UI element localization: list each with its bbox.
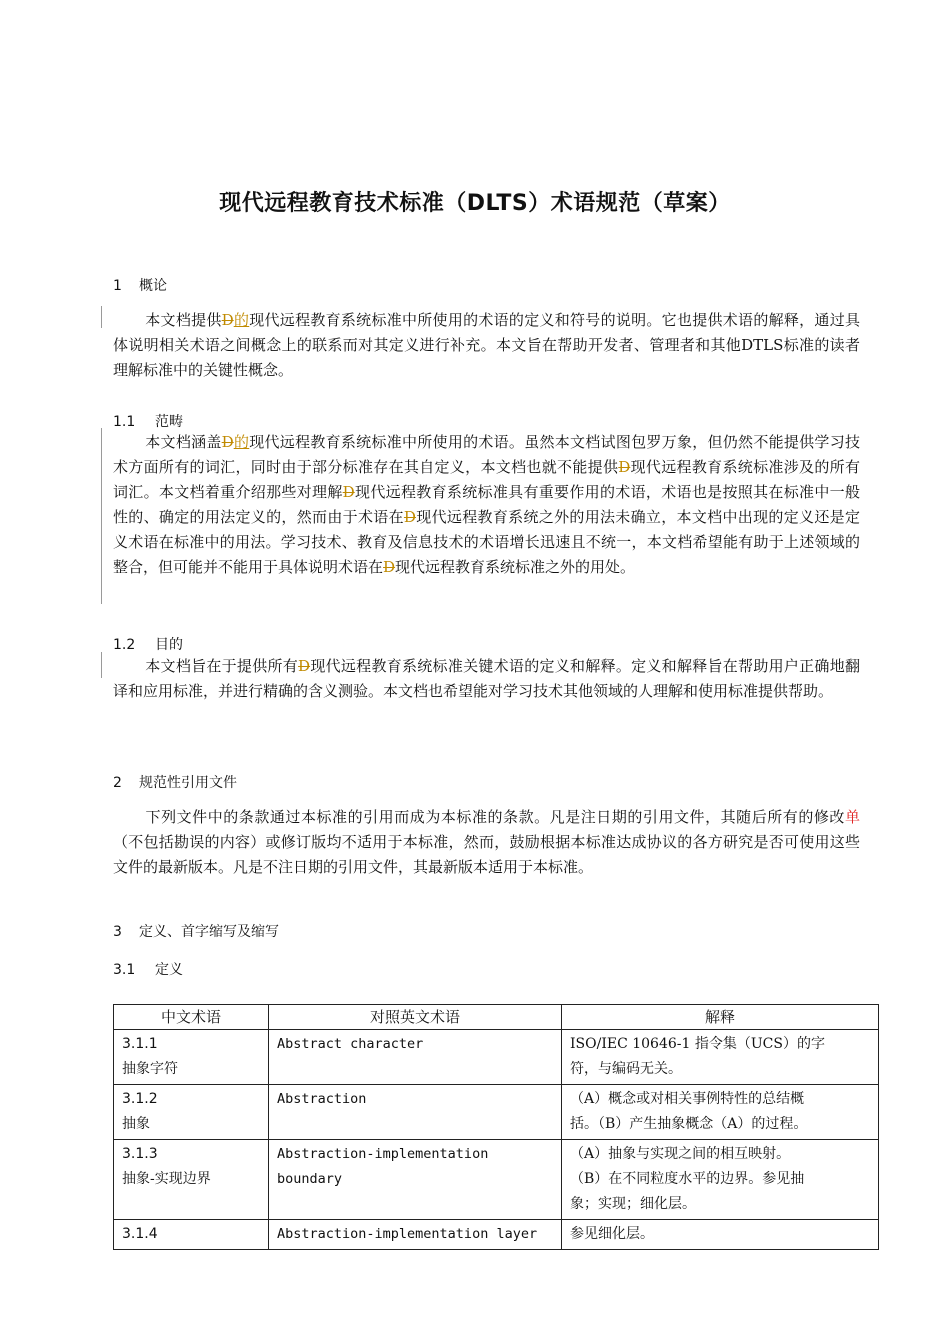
document-title: 现代远程教育技术标准（DLTS）术语规范（草案）	[219, 191, 731, 216]
term-english: Abstract character	[277, 1036, 424, 1052]
column-header: 中文术语	[114, 1005, 269, 1030]
table-row	[114, 1140, 879, 1220]
section-number: 3.1	[113, 962, 136, 978]
deleted-text: D	[618, 458, 631, 476]
deleted-text: D	[221, 433, 234, 451]
table-row	[114, 1085, 879, 1140]
deleted-text: D	[342, 483, 355, 501]
section-number: 2	[113, 775, 122, 791]
revision-bar	[101, 428, 102, 604]
deleted-text: D	[298, 657, 311, 675]
english-term-cell	[269, 1140, 562, 1220]
term-english: Abstraction-implementation layer	[277, 1226, 538, 1242]
section-title: 概论	[139, 278, 167, 294]
column-header: 解释	[562, 1005, 879, 1030]
section-title: 定义	[155, 962, 183, 978]
section-3-heading	[113, 921, 279, 941]
column-header: 对照英文术语	[269, 1005, 562, 1030]
highlighted-text: 单	[844, 808, 860, 826]
section-2-heading	[113, 772, 237, 792]
section-number: 1.1	[113, 414, 136, 430]
revision-bar	[101, 306, 102, 328]
explanation-cell: （A）抽象与实现之间的相互映射。 （B）在不同粒度水平的边界。参见抽 象；实现；细化层。	[562, 1140, 879, 1220]
section-1-heading	[113, 275, 167, 295]
term-cell	[114, 1085, 269, 1140]
section-number: 1.2	[113, 637, 136, 653]
term-english: Abstraction-implementation	[277, 1146, 489, 1162]
term-code: 3.1.1	[122, 1036, 158, 1052]
term-chinese: 抽象-实现边界	[122, 1171, 211, 1187]
explanation-cell: 参见细化层。	[562, 1220, 879, 1250]
terms-table	[113, 1004, 879, 1250]
english-term-cell	[269, 1085, 562, 1140]
table-header-row	[114, 1005, 879, 1030]
section-1-paragraph: 本文档提供D的现代远程教育系统标准中所使用的术语的定义和符号的说明。它也提供术语的解释，通过具体说明相关术语之间概念上的联系而对其定义进行补充。本文旨在帮助开发者、管理者和其他DTLS标准的读者理解标准中的关键性概念。	[113, 311, 860, 379]
explanation-cell: （A）概念或对相关事例特性的总结概 括。（B）产生抽象概念（A）的过程。	[562, 1085, 879, 1140]
section-title: 规范性引用文件	[139, 775, 237, 791]
section-1-2-heading	[113, 634, 183, 654]
revision-bar	[101, 652, 102, 678]
section-title: 目的	[155, 637, 183, 653]
explanation-cell: ISO/IEC 10646-1 指令集（UCS）的字 符，与编码无关。	[562, 1030, 879, 1085]
term-cell	[114, 1220, 269, 1250]
term-chinese: 抽象字符	[122, 1061, 178, 1077]
inserted-text: 的	[233, 311, 250, 329]
term-code: 3.1.3	[122, 1146, 158, 1162]
deleted-text: D	[383, 558, 396, 576]
term-cell	[114, 1140, 269, 1220]
section-3-1-heading	[113, 959, 183, 979]
inserted-text: 的	[233, 433, 250, 451]
term-english-cont: boundary	[277, 1171, 343, 1187]
section-1-1-heading	[113, 411, 183, 431]
deleted-text: D	[403, 508, 416, 526]
deleted-text: D	[221, 311, 234, 329]
section-1-2-paragraph: 本文档旨在于提供所有D现代远程教育系统标准关键术语的定义和解释。定义和解释旨在帮助用户正确地翻译和应用标准，并进行精确的含义测验。本文档也希望能对学习技术其他领域的人理解和使用标准提供帮助。	[113, 657, 860, 700]
section-2-paragraph: 下列文件中的条款通过本标准的引用而成为本标准的条款。凡是注日期的引用文件，其随后所有的修改单（不包括勘误的内容）或修订版均不适用于本标准，然而，鼓励根据本标准达成协议的各方研究是否可使用这些文件的最新版本。凡是不注日期的引用文件，其最新版本适用于本标准。	[113, 808, 860, 876]
english-term-cell	[269, 1030, 562, 1085]
english-term-cell	[269, 1220, 562, 1250]
section-number: 1	[113, 278, 122, 294]
section-1-1-paragraph: 本文档涵盖D的现代远程教育系统标准中所使用的术语。虽然本文档试图包罗万象，但仍然不能提供学习技术方面所有的词汇，同时由于部分标准存在其自定义，本文档也就不能提供D现代远程教育系统标准涉及的所有词汇。本文档着重介绍那些对理解D现代远程教育系统标准具有重要作用的术语，术语也是按照其在标准中一般性的、确定的用法定义的，然而由于术语在D现代远程教育系统之外的用法未确立，本文档中出现的定义还是定义术语在标准中的用法。学习技术、教育及信息技术的术语增长迅速且不统一，本文档希望能有助于上述领域的整合，但可能并不能用于具体说明术语在D现代远程教育系统标准之外的用处。	[113, 433, 860, 576]
term-cell	[114, 1030, 269, 1085]
term-code: 3.1.4	[122, 1226, 158, 1242]
section-number: 3	[113, 924, 122, 940]
section-title: 范畴	[155, 414, 183, 430]
term-code: 3.1.2	[122, 1091, 158, 1107]
table-row	[114, 1030, 879, 1085]
term-chinese: 抽象	[122, 1116, 150, 1132]
section-title: 定义、首字缩写及缩写	[139, 924, 279, 940]
table-row	[114, 1220, 879, 1250]
term-english: Abstraction	[277, 1091, 367, 1107]
